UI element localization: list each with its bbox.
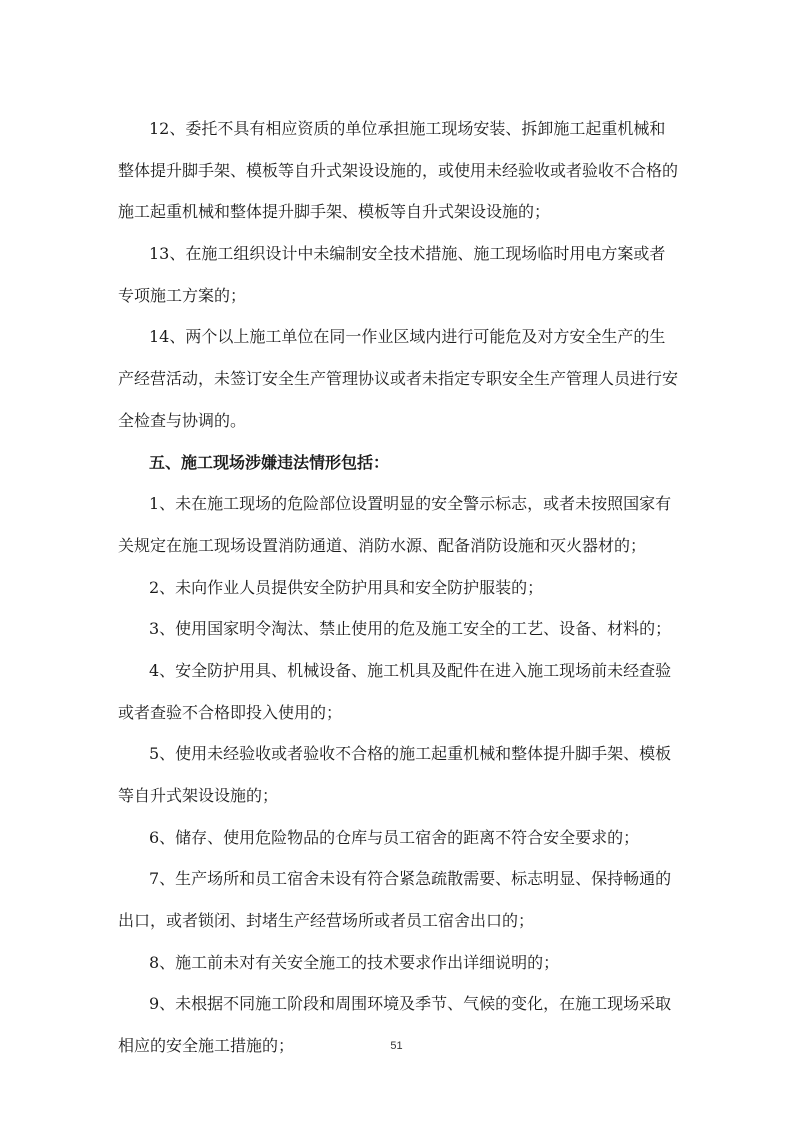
section-heading: 五、施工现场涉嫌违法情形包括： xyxy=(149,452,390,472)
paragraph-12-line-2: 整体提升脚手架、模板等自升式架设设施的，或使用未经验收或者验收不合格的 xyxy=(118,160,679,180)
item-8-line-1: 8、施工前未对有关安全施工的技术要求作出详细说明的； xyxy=(149,952,560,972)
document-body xyxy=(118,108,678,1067)
paragraph-14-line-1: 14、两个以上施工单位在同一作业区域内进行可能危及对方安全生产的生 xyxy=(149,327,666,347)
item-9-line-2: 相应的安全施工措施的； xyxy=(118,1036,295,1056)
paragraph-12-line-1: 12、委托不具有相应资质的单位承担施工现场安装、拆卸施工起重机械和 xyxy=(149,119,666,138)
item-1-line-1: 1、未在施工现场的危险部位设置明显的安全警示标志，或者未按照国家有 xyxy=(149,494,672,514)
item-4-line-2: 或者查验不合格即投入使用的； xyxy=(118,702,343,722)
item-7-line-1: 7、生产场所和员工宿舍未设有符合紧急疏散需要、标志明显、保持畅通的 xyxy=(149,869,672,889)
paragraph-14-line-3: 全检查与协调的。 xyxy=(118,410,247,430)
paragraph-13-line-2: 专项施工方案的； xyxy=(118,285,247,305)
paragraph-14-line-2: 产经营活动，未签订安全生产管理协议或者未指定专职安全生产管理人员进行安 xyxy=(118,369,679,389)
item-4-line-1: 4、安全防护用具、机械设备、施工机具及配件在进入施工现场前未经查验 xyxy=(149,660,672,680)
item-1-line-2: 关规定在施工现场设置消防通道、消防水源、配备消防设施和灭火器材的； xyxy=(118,535,647,555)
paragraph-13-line-1: 13、在施工组织设计中未编制安全技术措施、施工现场临时用电方案或者 xyxy=(149,244,666,264)
item-5-line-2: 等自升式架设设施的； xyxy=(118,786,279,805)
item-6-line-1: 6、储存、使用危险物品的仓库与员工宿舍的距离不符合安全要求的； xyxy=(149,827,640,847)
item-9-line-1: 9、未根据不同施工阶段和周围环境及季节、气候的变化，在施工现场采取 xyxy=(149,994,672,1014)
item-2-line-1: 2、未向作业人员提供安全防护用具和安全防护服装的； xyxy=(149,577,544,597)
item-3-line-1: 3、使用国家明令淘汰、禁止使用的危及施工安全的工艺、设备、材料的； xyxy=(149,619,672,639)
item-7-line-2: 出口，或者锁闭、封堵生产经营场所或者员工宿舍出口的； xyxy=(118,911,535,931)
page-number: 51 xyxy=(390,1040,403,1052)
paragraph-12-line-3: 施工起重机械和整体提升脚手架、模板等自升式架设设施的； xyxy=(118,202,551,222)
item-5-line-1: 5、使用未经验收或者验收不合格的施工起重机械和整体提升脚手架、模板 xyxy=(149,744,672,764)
